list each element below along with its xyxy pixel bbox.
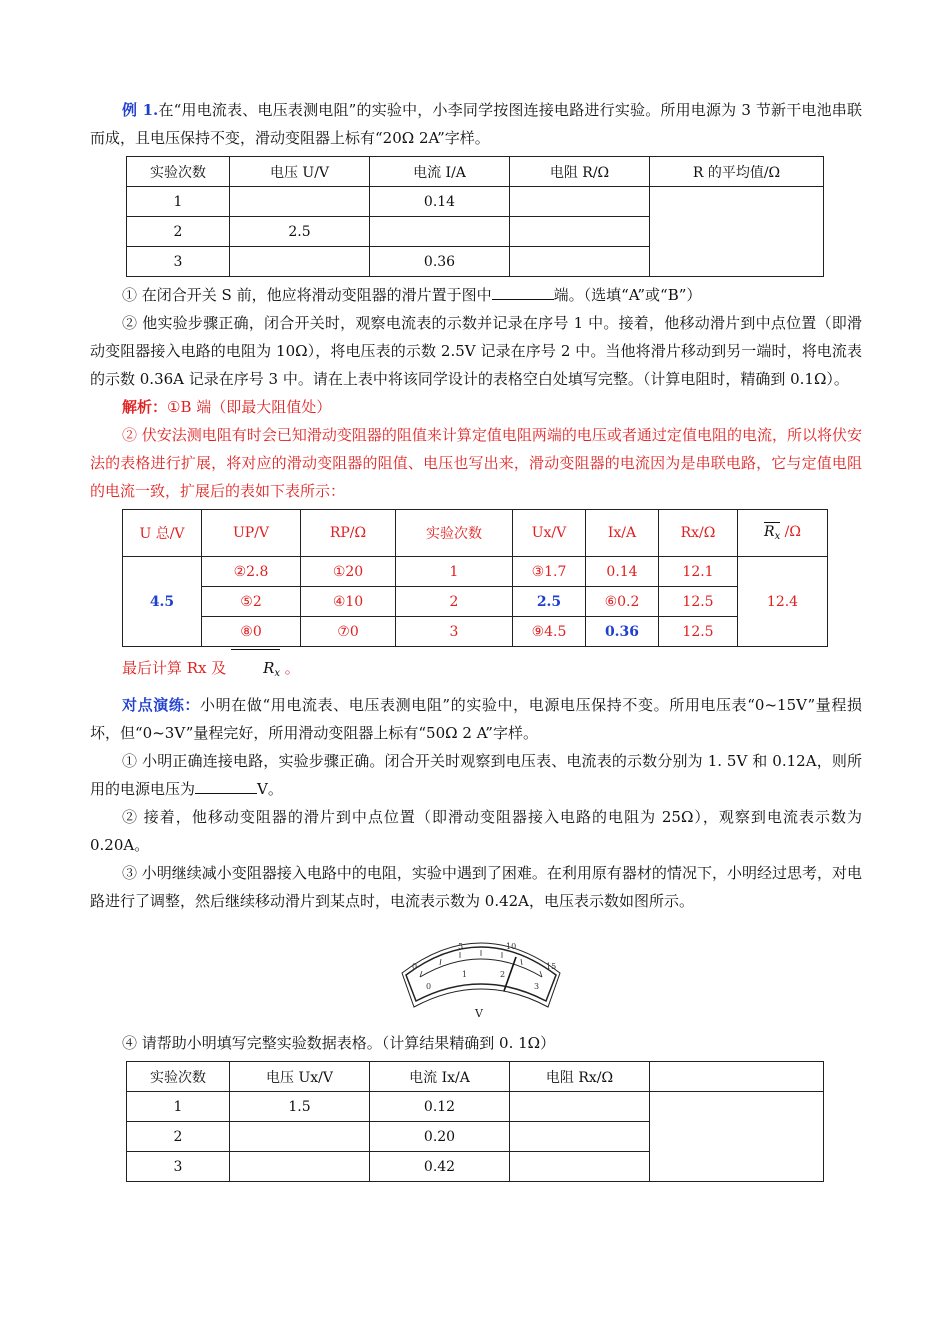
t2-cell: 1 — [396, 557, 513, 587]
t3-header: 电阻 Rx/Ω — [510, 1062, 650, 1092]
t2-cell: ②2.8 — [202, 557, 301, 587]
t1-cell — [510, 247, 650, 277]
t2-cell: 2 — [396, 587, 513, 617]
t2-cell: ⑧0 — [202, 617, 301, 647]
t2-header: U 总/V — [123, 510, 202, 557]
t1-cell — [230, 247, 370, 277]
meter-lower-tick: 3 — [534, 982, 540, 991]
t2-cell: ③1.7 — [513, 557, 586, 587]
example-label: 例 1. — [122, 101, 159, 119]
table-example — [126, 156, 824, 277]
t2-cell: ⑨4.5 — [513, 617, 586, 647]
analysis-1 — [90, 393, 862, 421]
practice-2: ② 接着，他移动变阻器的滑片到中点位置（即滑动变阻器接入电路的电阻为 25Ω），观察到电流表示数为 0.20A。 — [90, 808, 862, 854]
t1-header: R 的平均值/Ω — [650, 157, 824, 187]
meter-upper-tick: 0 — [412, 962, 418, 971]
t2-avg-unit: /Ω — [784, 524, 801, 540]
table-extended — [122, 509, 828, 647]
question-1 — [90, 281, 862, 309]
t3-header: 实验次数 — [127, 1062, 230, 1092]
analysis-label: 解析： — [122, 398, 168, 416]
table-row — [123, 557, 828, 587]
t1-cell: 2 — [127, 217, 230, 247]
example-text: 在“用电流表、电压表测电阻”的实验中，小李同学按图连接电路进行实验。所用电源为 3 节新干电池串联而成，且电压保持不变，滑动变阻器上标有“20Ω 2A”字样。 — [90, 101, 863, 147]
t2-header: UP/V — [202, 510, 301, 557]
rx-mean-symbol: $R_x$ — [231, 651, 280, 691]
analysis-a1: ①B 端（即最大阻值处） — [167, 398, 332, 416]
t1-cell — [230, 187, 370, 217]
t1-avg-cell — [650, 187, 824, 277]
t3-cell: 1 — [127, 1092, 230, 1122]
t3-cell — [230, 1122, 370, 1152]
p1-tail: V。 — [257, 780, 283, 798]
t3-avg-cell — [650, 1092, 824, 1182]
t3-cell: 1.5 — [230, 1092, 370, 1122]
practice-4: ④ 请帮助小明填写完整实验数据表格。（计算结果精确到 0. 1Ω） — [122, 1034, 556, 1052]
practice-1 — [90, 747, 862, 803]
voltmeter-figure — [398, 927, 564, 1019]
t3-cell: 0.42 — [370, 1152, 510, 1182]
t1-cell — [510, 217, 650, 247]
t1-cell: 0.14 — [370, 187, 510, 217]
meter-lower-tick: 1 — [462, 970, 468, 979]
t2-cell: 3 — [396, 617, 513, 647]
q1-tail: 端。（选填“A”或“B”） — [553, 286, 702, 304]
final-calc-text: 最后计算 Rx 及 — [122, 659, 227, 677]
meter-lower-tick: 0 — [426, 982, 432, 991]
t1-header: 电压 U/V — [230, 157, 370, 187]
t3-cell: 0.12 — [370, 1092, 510, 1122]
meter-unit: V — [475, 1007, 483, 1019]
t2-cell: 12.1 — [659, 557, 738, 587]
final-calc: 最后计算 Rx 及 $R_x$ 。 — [90, 651, 862, 691]
page — [90, 96, 862, 1182]
p1-text: ① 小明正确连接电路，实验步骤正确。闭合开关时观察到电压表、电流表的示数分别为 1. 5V 和 0.12A，则所用的电源电压为 — [90, 752, 862, 798]
t2-cell: 0.36 — [586, 617, 659, 647]
table-row — [123, 587, 828, 617]
q1-text: ① 在闭合开关 S 前，他应将滑动变阻器的滑片置于图中 — [122, 286, 492, 304]
t1-header: 电流 I/A — [370, 157, 510, 187]
t2-header: Ux/V — [513, 510, 586, 557]
t3-cell: 0.20 — [370, 1122, 510, 1152]
table-row — [123, 617, 828, 647]
t1-cell: 0.36 — [370, 247, 510, 277]
meter-upper-tick: 10 — [506, 942, 517, 951]
t2-cell: 12.5 — [659, 587, 738, 617]
answer-blank[interactable] — [195, 793, 257, 794]
practice-3: ③ 小明继续减小变阻器接入电路中的电阻，实验中遇到了困难。在利用原有器材的情况下，小明经过思考，对电路进行了调整，然后继续移动滑片到某点时，电流表示数为 0.42A，电压表示数如图所示。 — [90, 864, 862, 910]
t1-header: 实验次数 — [127, 157, 230, 187]
t1-cell — [370, 217, 510, 247]
t3-cell — [510, 1152, 650, 1182]
t3-header: 电压 Ux/V — [230, 1062, 370, 1092]
t3-cell — [510, 1122, 650, 1152]
answer-blank[interactable] — [492, 299, 554, 300]
t2-cell: ①20 — [301, 557, 396, 587]
t3-header — [650, 1062, 824, 1092]
meter-upper-tick: 15 — [546, 962, 557, 971]
practice-intro — [90, 691, 862, 747]
example-paragraph — [90, 96, 862, 152]
t1-cell: 1 — [127, 187, 230, 217]
t3-cell — [230, 1152, 370, 1182]
t3-cell: 3 — [127, 1152, 230, 1182]
t2-cell: ⑥0.2 — [586, 587, 659, 617]
meter-lower-tick: 2 — [500, 970, 506, 979]
question-2: ② 他实验步骤正确，闭合开关时，观察电流表的示数并记录在序号 1 中。接着，他移动滑片到中点位置（即滑动变阻器接入电路的电阻为 10Ω），将电压表的示数 2.5V 记录在序号 2 中。当他将滑片移动到另一端时，将电流表的示数 0.36A 记录在序号 3 中。请在上表中将该同学设计的表格空白处填写完整。（计算电阻时，精确到 0.1Ω）。 — [90, 314, 862, 388]
t1-cell: 3 — [127, 247, 230, 277]
t2-cell: ⑤2 — [202, 587, 301, 617]
practice-text: 小明在做“用电流表、电压表测电阻”的实验中，电源电压保持不变。所用电压表“0~15V”量程损坏，但“0~3V”量程完好，所用滑动变阻器上标有“50Ω 2 A”字样。 — [90, 696, 862, 742]
t2-header: Rx/Ω — [659, 510, 738, 557]
t2-header: Ix/A — [586, 510, 659, 557]
t1-cell — [510, 187, 650, 217]
t3-header: 电流 Ix/A — [370, 1062, 510, 1092]
t2-total: 4.5 — [123, 557, 202, 647]
t2-header-avg: $R_x$ /Ω — [738, 510, 828, 557]
practice-label: 对点演练： — [122, 696, 201, 714]
table-row — [127, 1092, 824, 1122]
t2-avg: 12.4 — [738, 557, 828, 647]
table-practice — [126, 1061, 824, 1182]
meter-upper-tick: 5 — [458, 942, 464, 951]
t1-cell: 2.5 — [230, 217, 370, 247]
t2-cell: 2.5 — [513, 587, 586, 617]
t3-cell: 2 — [127, 1122, 230, 1152]
t1-header: 电阻 R/Ω — [510, 157, 650, 187]
t2-cell: ⑦0 — [301, 617, 396, 647]
t2-cell: 0.14 — [586, 557, 659, 587]
t2-header: RP/Ω — [301, 510, 396, 557]
t2-cell: 12.5 — [659, 617, 738, 647]
t2-header: 实验次数 — [396, 510, 513, 557]
t3-cell — [510, 1092, 650, 1122]
analysis-2: ② 伏安法测电阻有时会已知滑动变阻器的阻值来计算定值电阻两端的电压或者通过定值电阻的电流，所以将伏安法的表格进行扩展，将对应的滑动变阻器的阻值、电压也写出来，滑动变阻器的电流因为是串联电路，它与定值电阻的电流一致，扩展后的表如下表所示： — [90, 426, 862, 500]
table-row — [127, 187, 824, 217]
t2-cell: ④10 — [301, 587, 396, 617]
